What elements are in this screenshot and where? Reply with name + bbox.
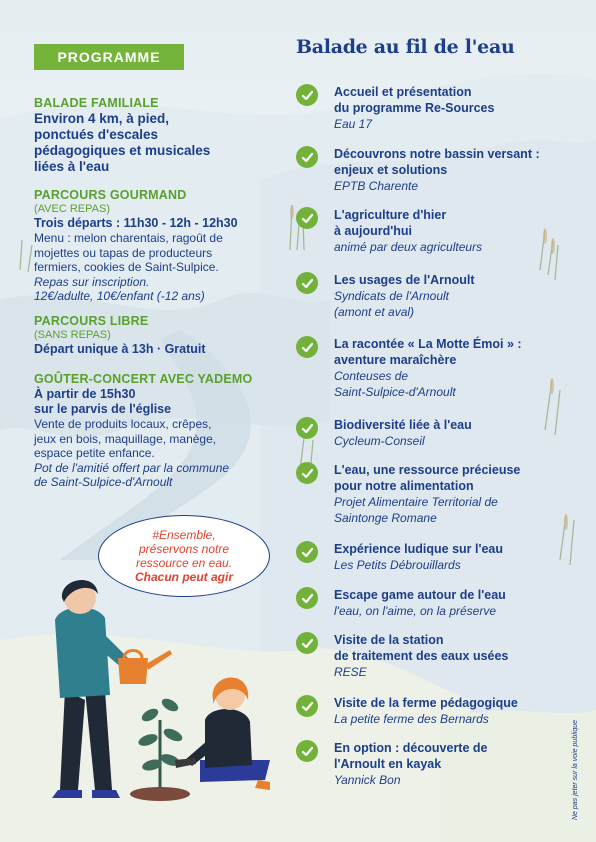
programme-item-title: Visite de la station [334, 633, 444, 647]
programme-item-subtitle: Syndicats de l'Arnoult [334, 289, 450, 303]
check-icon [296, 417, 318, 439]
check-icon [296, 632, 318, 654]
check-icon [296, 695, 318, 717]
programme-item-subtitle: Les Petits Débrouillards [334, 558, 461, 572]
programme-item-text [334, 336, 522, 400]
section-balade-familiale: BALADE FAMILIALE Environ 4 km, à pied, ponctués d'escales pédagogiques et musicales liées à l'eau [34, 96, 274, 175]
programme-item-text [334, 146, 540, 194]
programme-item-subtitle: (amont et aval) [334, 305, 415, 319]
section-title: PARCOURS LIBRE [34, 314, 149, 328]
programme-item-text [334, 207, 482, 255]
programme-item-title: Biodiversité liée à l'eau [334, 418, 472, 432]
programme-item-subtitle: Yannick Bon [334, 773, 401, 787]
section-subtitle: (AVEC REPAS) [34, 203, 110, 215]
programme-item-title: Expérience ludique sur l'eau [334, 542, 504, 556]
programme-item-title: enjeux et solutions [334, 163, 448, 177]
programme-item-title: Les usages de l'Arnoult [334, 273, 475, 287]
programme-item-title: pour notre alimentation [334, 479, 474, 493]
programme-item [296, 541, 566, 573]
programme-item-subtitle: Conteuses de [334, 369, 409, 383]
section-subtitle: (SANS REPAS) [34, 329, 111, 341]
programme-item [296, 272, 566, 320]
programme-item-text [334, 417, 472, 449]
side-note: Ne pas jeter sur la voie publique [572, 719, 579, 820]
programme-item-title: La racontée « La Motte Émoi » : [334, 337, 522, 351]
programme-item-subtitle: Projet Alimentaire Territorial de [334, 495, 498, 509]
programme-item-subtitle: Cycleum-Conseil [334, 434, 425, 448]
programme-item-title: L'eau, une ressource précieuse [334, 463, 521, 477]
programme-item-title: Accueil et présentation [334, 85, 472, 99]
check-icon [296, 272, 318, 294]
section-gouter-concert: GOÛTER-CONCERT AVEC YADEMO À partir de 15h30 sur le parvis de l'église Vente de produits locaux, crêpes, jeux en bois, maquillage, manège, espace petite enfance. Pot de l'amitié offert par la commune de Saint-Sulpice-d'Arnoult [34, 372, 274, 490]
programme-item [296, 84, 566, 132]
programme-item-title: Visite de la ferme pédagogique [334, 696, 518, 710]
programme-item-title: à aujourd'hui [334, 224, 412, 238]
check-icon [296, 462, 318, 484]
programme-item [296, 146, 566, 194]
check-icon [296, 84, 318, 106]
programme-item-text [334, 695, 518, 727]
programme-item-text [334, 632, 508, 680]
section-title: BALADE FAMILIALE [34, 96, 159, 110]
check-icon [296, 146, 318, 168]
programme-badge: PROGRAMME [34, 44, 184, 70]
programme-item-title: du programme Re-Sources [334, 101, 495, 115]
programme-item [296, 462, 566, 526]
page-title: Balade au fil de l'eau [296, 36, 515, 58]
programme-item [296, 695, 566, 727]
programme-item-subtitle: Saint-Sulpice-d'Arnoult [334, 385, 456, 399]
section-parcours-libre: PARCOURS LIBRE (SANS REPAS) Départ unique à 13h · Gratuit [34, 314, 274, 357]
programme-item-subtitle: EPTB Charente [334, 179, 419, 193]
programme-item [296, 587, 566, 619]
section-title: PARCOURS GOURMAND [34, 188, 187, 202]
programme-item [296, 632, 566, 680]
programme-item-title: Escape game autour de l'eau [334, 588, 506, 602]
programme-item-text [334, 462, 520, 526]
programme-item-subtitle: Eau 17 [334, 117, 373, 131]
check-icon [296, 740, 318, 762]
programme-item [296, 207, 566, 255]
programme-item-subtitle: La petite ferme des Bernards [334, 712, 489, 726]
check-icon [296, 541, 318, 563]
speech-bubble: #Ensemble, préservons notre ressource en eau. Chacun peut agir [98, 515, 270, 597]
programme-item-text [334, 272, 475, 320]
programme-item-text [334, 541, 503, 573]
programme-item-title: Découvrons notre bassin versant : [334, 147, 540, 161]
programme-item-title: l'Arnoult en kayak [334, 757, 442, 771]
check-icon [296, 587, 318, 609]
programme-item-subtitle: RESE [334, 665, 367, 679]
section-parcours-gourmand: PARCOURS GOURMAND (AVEC REPAS) Trois départs : 11h30 - 12h - 12h30 Menu : melon charentais, ragoût de mojettes ou tapas de producteurs fermiers, cookies de Saint-Sulpice. Repas sur inscription. 12€/adulte, 10€/enfant (-12 ans) [34, 188, 274, 304]
programme-item-text [334, 740, 488, 788]
programme-item-title: L'agriculture d'hier [334, 208, 447, 222]
programme-item [296, 417, 566, 449]
programme-item-subtitle: animé par deux agriculteurs [334, 240, 483, 254]
section-title: GOÛTER-CONCERT AVEC YADEMO [34, 372, 253, 386]
programme-item [296, 740, 566, 788]
check-icon [296, 207, 318, 229]
programme-item-subtitle: Saintonge Romane [334, 511, 437, 525]
programme-item-subtitle: l'eau, on l'aime, on la préserve [334, 604, 497, 618]
check-icon [296, 336, 318, 358]
programme-item-title: aventure maraîchère [334, 353, 457, 367]
programme-item-text [334, 84, 494, 132]
programme-item-title: de traitement des eaux usées [334, 649, 509, 663]
programme-item-title: En option : découverte de [334, 741, 488, 755]
programme-item [296, 336, 566, 400]
programme-item-text [334, 587, 506, 619]
